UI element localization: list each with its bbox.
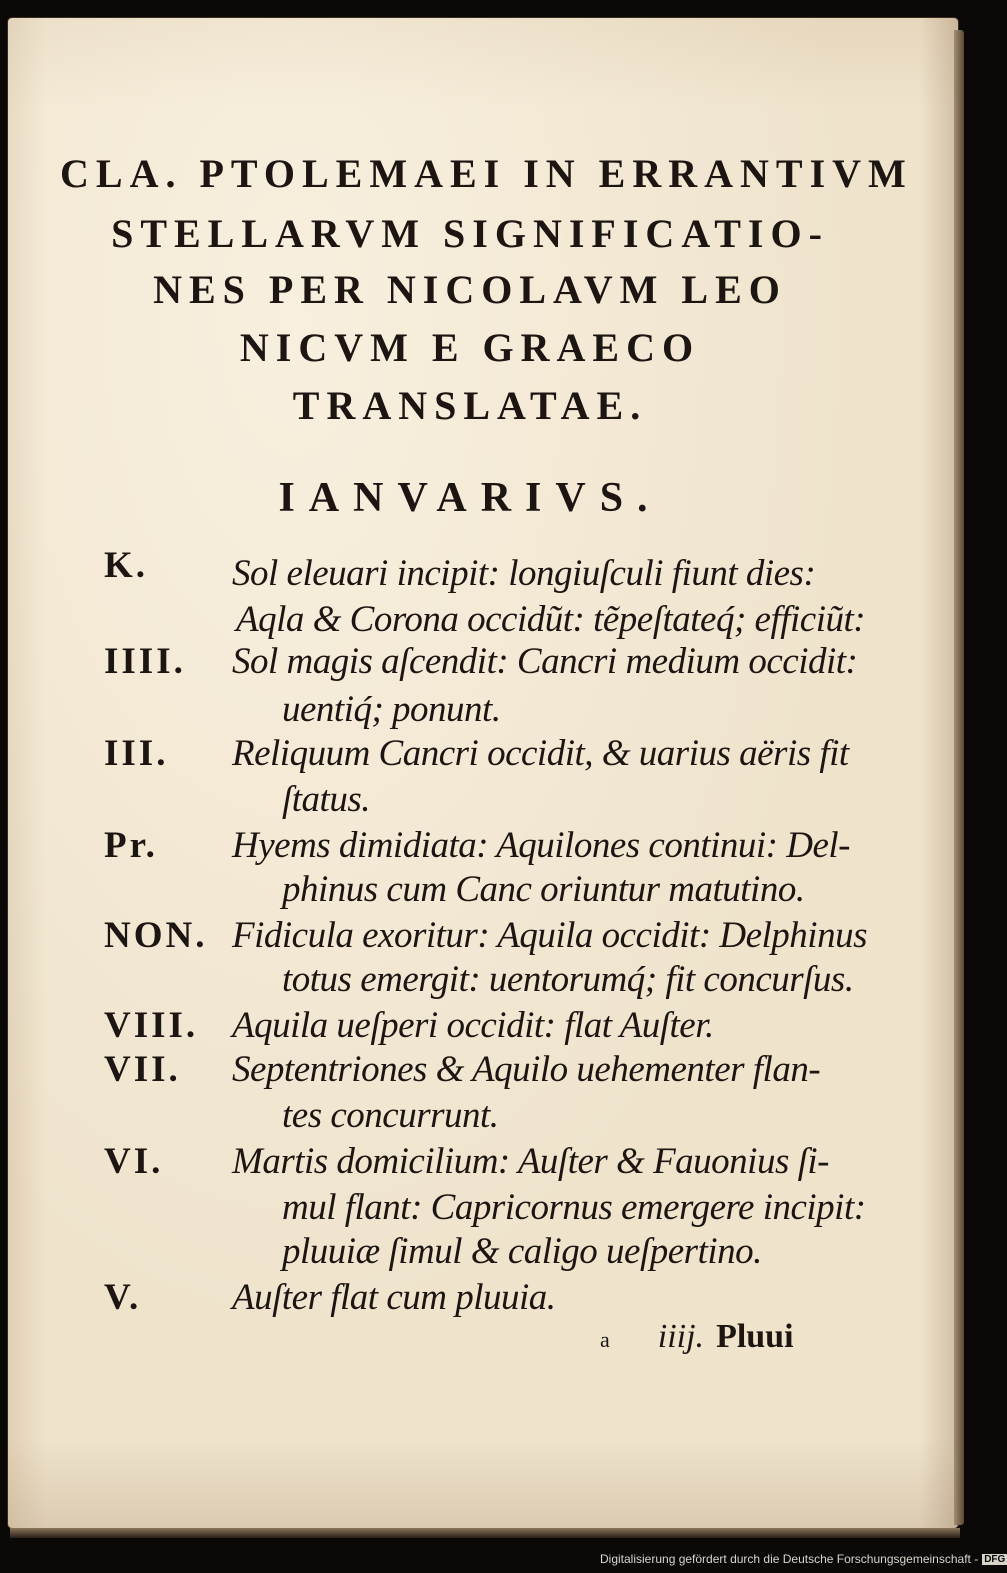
month-heading: IANVARIVS. xyxy=(278,475,662,521)
entry-line: mul flant: Capricornus emergere incipit: xyxy=(282,1187,866,1228)
entry-line: Reliquum Cancri occidit, & uarius aëris fit xyxy=(232,733,849,774)
entry-line: ſtatus. xyxy=(282,779,370,820)
entry-label: III. xyxy=(104,733,169,774)
entry-line: tes concurrunt. xyxy=(282,1095,499,1136)
entry-line: Aquila ueſperi occidit: flat Auſter. xyxy=(232,1005,714,1046)
signature-mark: a xyxy=(600,1327,610,1352)
entry-label: Pr. xyxy=(104,825,158,866)
entry-line: totus emergit: uentorumq́; fit concurſus. xyxy=(282,959,854,1000)
catchline xyxy=(600,1318,794,1356)
title-line-3: NES PER NICOLAVM LEO xyxy=(153,267,787,312)
entry-label: IIII. xyxy=(104,641,186,682)
entry-label: VII. xyxy=(104,1049,181,1090)
entry-label: VIII. xyxy=(104,1005,199,1046)
title-line-5: TRANSLATAE. xyxy=(292,383,648,428)
entry-line: Septentriones & Aquilo uehementer flan- xyxy=(232,1049,821,1090)
entry-line: Hyems dimidiata: Aquilones continui: Del- xyxy=(232,825,850,866)
signature-number: iiij. xyxy=(657,1318,705,1355)
entry-label: V. xyxy=(104,1277,142,1318)
entry-line: phinus cum Canc oriuntur matutino. xyxy=(282,869,805,910)
entry-line: Auſter flat cum pluuia. xyxy=(232,1277,556,1318)
entry-line: Sol eleuari incipit: longiuſculi fiunt dies: xyxy=(232,553,816,594)
entry-line: uentiq́; ponunt. xyxy=(282,689,501,730)
entry-label: NON. xyxy=(104,915,208,956)
entry-line: pluuiæ ſimul & caligo ueſpertino. xyxy=(282,1231,762,1272)
catchword: Pluui xyxy=(716,1318,794,1355)
title-line-1: CLA. PTOLEMAEI IN ERRANTIVM xyxy=(60,151,913,196)
entry-label: VI. xyxy=(104,1141,164,1182)
credit-text: Digitalisierung gefördert durch die Deutsche Forschungsgemeinschaft - xyxy=(600,1552,979,1566)
page-bottom-edge xyxy=(10,1528,960,1538)
page-edge xyxy=(954,30,964,1525)
digitization-credit xyxy=(600,1552,1007,1566)
entry-line: Martis domicilium: Auſter & Fauonius ſi- xyxy=(232,1141,829,1182)
entry-line: Aqla & Corona occidũt: tẽpeſtateq́; efficiũt: xyxy=(236,599,866,640)
dfg-logo: DFG xyxy=(984,1554,1006,1565)
entry-line: Fidicula exoritur: Aquila occidit: Delphinus xyxy=(232,915,867,956)
title-line-2: STELLARVM SIGNIFICATIO- xyxy=(111,211,829,256)
entry-label: K. xyxy=(104,545,149,586)
entry-line: Sol magis aſcendit: Cancri medium occidit: xyxy=(232,641,858,682)
title-line-4: NICVM E GRAECO xyxy=(239,325,701,370)
